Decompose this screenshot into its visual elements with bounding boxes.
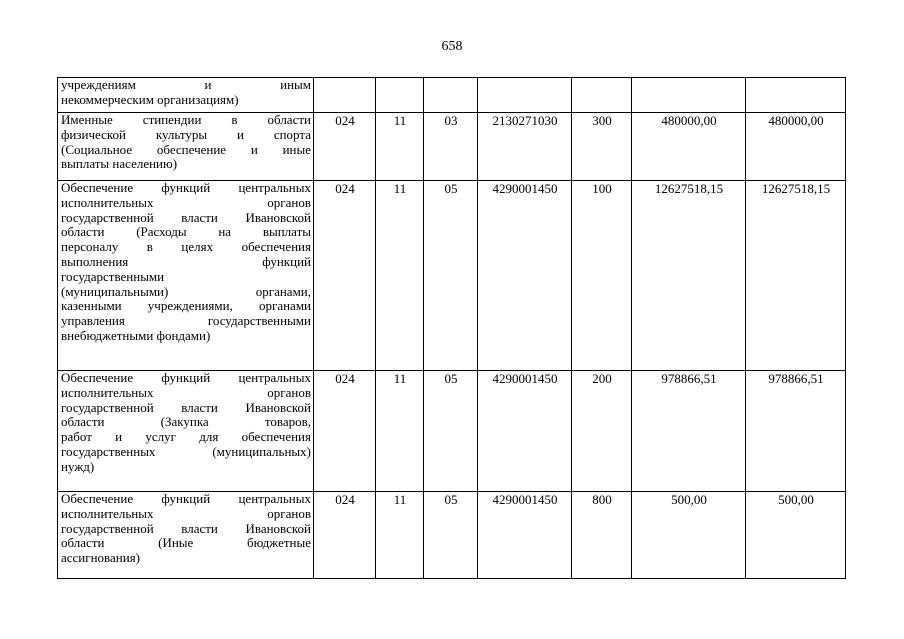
- description-line: государственными: [61, 268, 165, 284]
- cell-expense-type: 100: [572, 181, 632, 371]
- cell-amount-1: [632, 78, 746, 113]
- cell-expense-type: 300: [572, 113, 632, 181]
- description-line: ассигнования): [61, 550, 141, 566]
- description-line: государственной власти Ивановской: [61, 399, 311, 415]
- description-line: области (Закупка товаров,: [61, 414, 311, 430]
- description-line: внебюджетными фондами): [61, 327, 211, 343]
- cell-amount-2: 480000,00: [746, 113, 846, 181]
- description-line: персоналу в целях обеспечения: [61, 239, 311, 255]
- cell-code: 024: [314, 492, 376, 579]
- description-line: области (Расходы на выплаты: [61, 224, 311, 240]
- cell-amount-2: [746, 78, 846, 113]
- table-row: [58, 181, 846, 371]
- cell-amount-1: 500,00: [632, 492, 746, 579]
- cell-subsection: [424, 78, 478, 113]
- description-line: исполнительных органов: [61, 384, 311, 400]
- description-line: Именные стипендии в области: [61, 112, 311, 127]
- table-row: [58, 78, 846, 113]
- cell-target-article: 2130271030: [478, 113, 572, 181]
- cell-subsection: 05: [424, 492, 478, 579]
- description-line: управления государственными: [61, 313, 311, 329]
- cell-section: 11: [376, 371, 424, 492]
- description-line: выполнения функций: [61, 253, 311, 269]
- cell-code: [314, 78, 376, 113]
- table-row: [58, 113, 846, 181]
- cell-amount-2: 12627518,15: [746, 181, 846, 371]
- description-line: государственных (муниципальных): [61, 443, 311, 459]
- cell-expense-type: 800: [572, 492, 632, 579]
- cell-subsection: 05: [424, 181, 478, 371]
- cell-amount-1: 480000,00: [632, 113, 746, 181]
- description-line: нужд): [61, 458, 95, 474]
- page-number: 658: [441, 39, 463, 54]
- row-description: [58, 78, 314, 113]
- cell-section: 11: [376, 181, 424, 371]
- description-line: некоммерческим организациям): [61, 91, 239, 107]
- cell-code: 024: [314, 371, 376, 492]
- cell-code: 024: [314, 181, 376, 371]
- cell-subsection: 03: [424, 113, 478, 181]
- budget-table: [57, 77, 846, 579]
- row-description: [58, 492, 314, 579]
- cell-target-article: [478, 78, 572, 113]
- description-line: учреждениям и иным: [61, 77, 311, 92]
- cell-target-article: 4290001450: [478, 181, 572, 371]
- description-line: (Социальное обеспечение и иные: [61, 141, 311, 157]
- description-line: государственной власти Ивановской: [61, 209, 311, 225]
- cell-amount-1: 12627518,15: [632, 181, 746, 371]
- description-line: казенными учреждениями, органами: [61, 298, 311, 314]
- table-row: [58, 492, 846, 579]
- cell-section: [376, 78, 424, 113]
- description-line: области (Иные бюджетные: [61, 535, 311, 551]
- description-line: выплаты населению): [61, 156, 178, 172]
- description-line: исполнительных органов: [61, 505, 311, 521]
- cell-expense-type: [572, 78, 632, 113]
- cell-target-article: 4290001450: [478, 492, 572, 579]
- row-description: [58, 181, 314, 371]
- cell-amount-2: 978866,51: [746, 371, 846, 492]
- description-line: (муниципальными) органами,: [61, 283, 311, 299]
- description-line: Обеспечение функций центральных: [61, 180, 311, 195]
- cell-section: 11: [376, 113, 424, 181]
- row-description: [58, 371, 314, 492]
- table-row: [58, 371, 846, 492]
- cell-amount-2: 500,00: [746, 492, 846, 579]
- cell-code: 024: [314, 113, 376, 181]
- cell-subsection: 05: [424, 371, 478, 492]
- description-line: исполнительных органов: [61, 194, 311, 210]
- description-line: физической культуры и спорта: [61, 126, 311, 142]
- row-description: [58, 113, 314, 181]
- description-line: государственной власти Ивановской: [61, 520, 311, 536]
- table-body: [58, 78, 846, 579]
- description-line: Обеспечение функций центральных: [61, 370, 311, 385]
- cell-section: 11: [376, 492, 424, 579]
- cell-target-article: 4290001450: [478, 371, 572, 492]
- description-line: Обеспечение функций центральных: [61, 491, 311, 506]
- cell-expense-type: 200: [572, 371, 632, 492]
- cell-amount-1: 978866,51: [632, 371, 746, 492]
- description-line: работ и услуг для обеспечения: [61, 429, 311, 445]
